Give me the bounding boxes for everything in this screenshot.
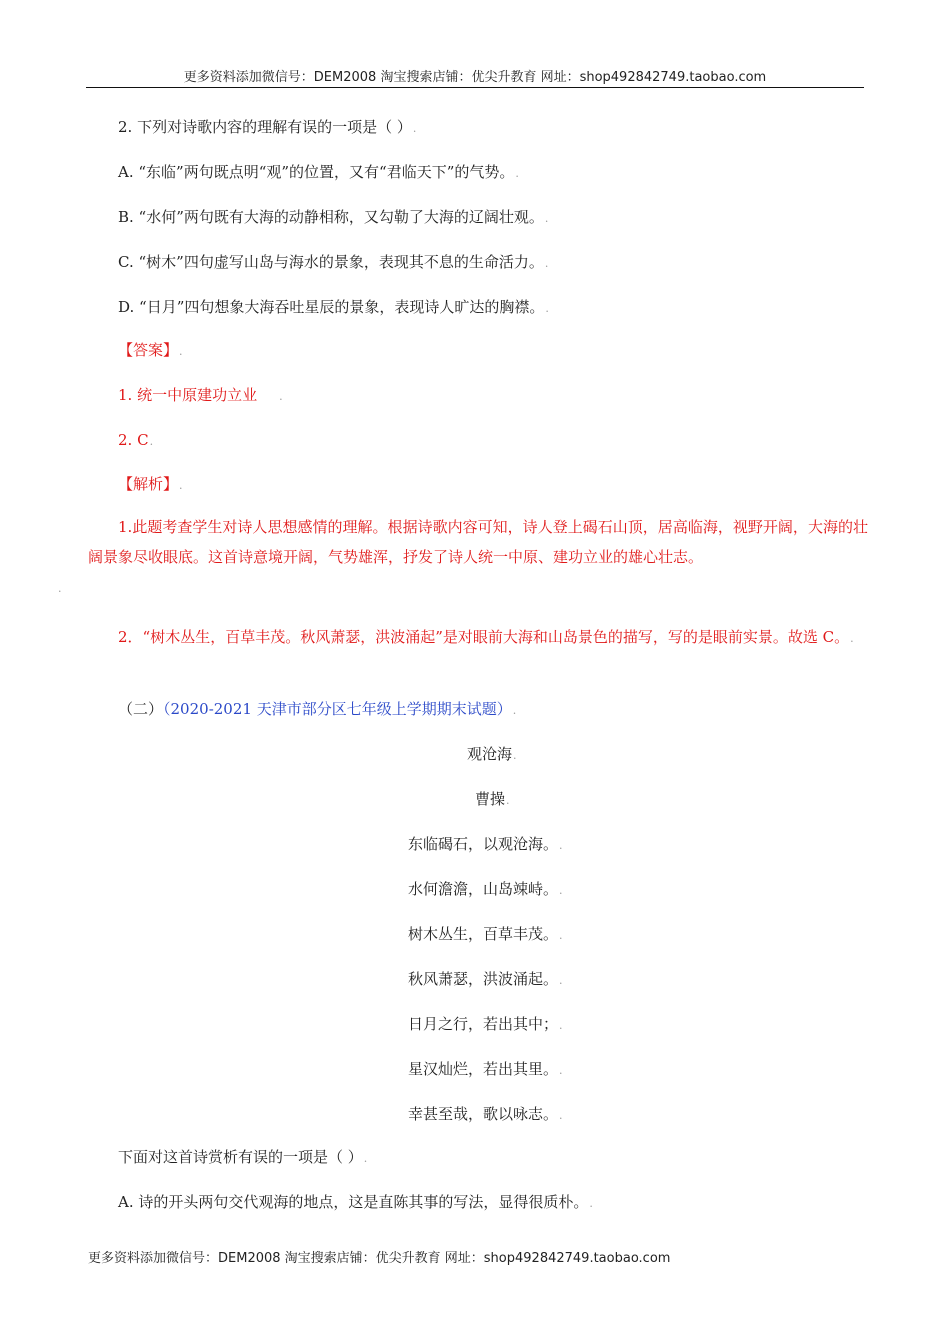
question-2-stem: 2. 下列对诗歌内容的理解有误的一项是（ ）. [118, 118, 417, 136]
poem-line: 树木丛生，百草丰茂。. [408, 925, 563, 943]
analysis-heading: 【解析】. [118, 475, 183, 493]
poem-title: 观沧海. [467, 745, 517, 763]
poem-line: 幸甚至哉，歌以咏志。. [408, 1105, 563, 1123]
question-2-option-c: C. “树木”四句虚写山岛与海水的景象，表现其不息的生命活力。. [118, 253, 549, 271]
poem-line: 秋风萧瑟，洪波涌起。. [408, 970, 563, 988]
question-2-option-b: B. “水何”两句既有大海的动静相称，又勾勒了大海的辽阔壮观。. [118, 208, 549, 226]
answer-heading: 【答案】. [118, 341, 183, 359]
header-divider [86, 87, 864, 88]
analysis-paragraph-2: 2．“树木丛生，百草丰茂。秋风萧瑟，洪波涌起”是对眼前大海和山岛景色的描写，写的是眼前实景。故选 C。. [118, 628, 854, 646]
question-2-option-d: D. “日月”四句想象大海吞吐星辰的景象，表现诗人旷达的胸襟。. [118, 298, 549, 316]
section-2-source: （2020-2021 天津市部分区七年级上学期期末试题） [163, 700, 512, 718]
analysis-paragraph-1: 1.此题考查学生对诗人思想感情的理解。根据诗歌内容可知，诗人登上碣石山顶，居高临海，视野开阔，大海的壮阔景象尽收眼底。这首诗意境开阔，气势雄浑，抒发了诗人统一中原、建功立业的雄心壮志。 . [58, 518, 868, 595]
page-footer: 更多资料添加微信号：DEM2008 淘宝搜索店铺：优尖升教育 网址：shop492842749.taobao.com [88, 1251, 671, 1266]
poem-line: 水何澹澹，山岛竦峙。. [408, 880, 563, 898]
poem-line: 日月之行，若出其中；. [408, 1015, 563, 1033]
question-3-stem: 下面对这首诗赏析有误的一项是（ ）. [118, 1148, 368, 1166]
poem-author: 曹操. [475, 790, 510, 808]
page-header: 更多资料添加微信号：DEM2008 淘宝搜索店铺：优尖升教育 网址：shop492842749.taobao.com [183, 70, 767, 85]
answer-item-2: 2. C. [118, 431, 154, 449]
poem-line: 星汉灿烂，若出其里。. [408, 1060, 563, 1078]
question-3-option-a: A. 诗的开头两句交代观海的地点，这是直陈其事的写法，显得很质朴。. [118, 1193, 593, 1211]
question-2-option-a: A. “东临”两句既点明“观”的位置，又有“君临天下”的气势。. [118, 163, 519, 181]
poem-line: 东临碣石，以观沧海。. [408, 835, 563, 853]
answer-item-1: 1. 统一中原建功立业 . [118, 386, 283, 404]
section-2-heading: （二）（2020-2021 天津市部分区七年级上学期期末试题）. [118, 700, 517, 718]
